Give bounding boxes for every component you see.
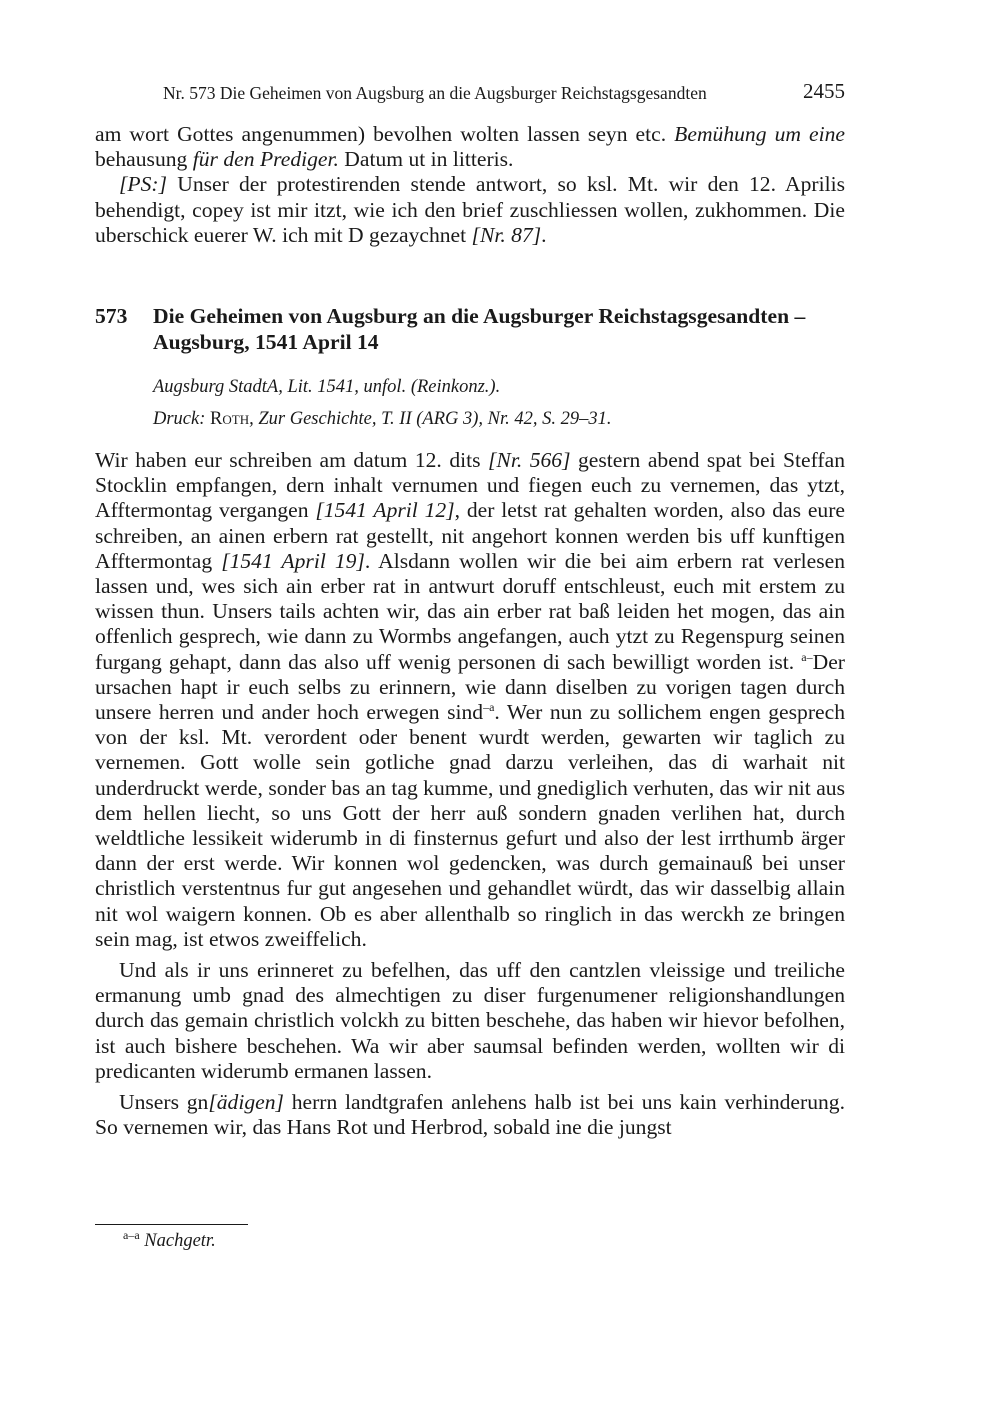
carryover-paragraph: am wort Gottes angenummen) bevolhen wolten lassen seyn etc. Bemühung um eine behausung für den Prediger. Datum ut in litteris. <box>95 122 845 172</box>
footnote-text: Nachgetr. <box>144 1231 216 1251</box>
carryover-text <box>95 122 845 248</box>
footnote-mark: a–a <box>123 1227 140 1242</box>
body-paragraph-1: Wir haben eur schreiben am datum 12. dits [Nr. 566] gestern abend spat bei Steffan Stocklin empfangen, dern inhalt vernumen und fiegen euch zu vernemen, das ytzt, Afftermontag vergangen [1541 April 12], der letst rat gehalten worden, also das eure schreiben, an ainen erbern rat gestellt, nit angehort konnen werden bis uff kunftigen Afftermontag [1541 April 19]. Alsdann wollen wir die bei aim erbern rat verlesen lassen und, wes sich ain erber rat in antwurt doruff entschleust, euch mit erstem zu wissen thun. Unsers tails achten wir, das ain erber rat baß leiden het mogen, das ain offenlich gesprech, wie dann zu Wormbs angefangen, auch ytzt zu Regenspurg seinen furgang gehapt, dann das also uff wenig personen di sach bewilligt worden ist. $^{a-}$Der ursachen hapt ir euch selbs zu erinnern, wie dann diselben zu vorigen tagen durch unsere herren und ander hoch erwegen sind$^{-a}$. Wer nun zu sollichem engen gesprech von der ksl. Mt. verordent oder benent wurdt werden, gewarten wir taglich zu vernemen. Gott wolle sein gotliche gnad darzu verleihen, das di warhait nit underdruckt werde, sonder bas an tag kumme, und gnediglich verhuten, das wir nit aus dem hellen liecht, so uns Gott der herr auß sondern gnaden verlihen hat, durch weldtliche lessikeit widerumb in di finsternus gefurt und also der lest irrthumb ärger dann der erst werde. Wir konnen wol gedencken, was durch gemainauß bei unser christlich verstentnus fur gut angesehen und gehandlet würdt, das wir dasselbig allain nit wol waigern konnen. Ob es aber allenthalb so ringlich in das werckh ze bringen sein mag, ist etwos zweiffelich. <box>95 448 846 951</box>
page-number: 2455 <box>803 79 845 103</box>
document-title: Die Geheimen von Augsburg an die Augsburger Reichstagsgesandten – Augsburg, 1541 April 14 <box>153 304 806 354</box>
print-source: Druck: Roth, Zur Geschichte, T. II (ARG 3), Nr. 42, S. 29–31. <box>153 409 612 429</box>
body-paragraph-2: Und als ir uns erinneret zu befelhen, das uff den cantzlen vleissige und treiliche ermanung umb gnad des almechtigen zu diser furgenumener religionshandlungen durch das gemain christlich volckh zu bitten beschehe, das haben wir hievor befolhen, ist auch bishere beschehen. Wa wir aber saumsal befinden werden, wollten wir di predicanten widerumb ermanen lassen. <box>95 958 845 1083</box>
main-text <box>95 448 845 1140</box>
archive-source: Augsburg StadtA, Lit. 1541, unfol. (Reinkonz.). <box>153 377 501 397</box>
footnote <box>123 1229 216 1253</box>
running-head <box>163 80 845 106</box>
footnote-mark-open: a– <box>801 649 813 664</box>
footnote-divider <box>95 1224 248 1225</box>
footnote-mark-close: –a <box>483 699 495 714</box>
postscript-paragraph: [PS:] Unser der protestirenden stende antwort, so ksl. Mt. wir den 12. Aprilis behendigt, copey ist mir itzt, wie ich den brief zuschliessen wollen, zukhommen. Die uberschick euerer W. ich mit D gezaychnet [Nr. 87]. <box>95 172 845 247</box>
body-paragraph-3: Unsers gn[ädigen] herrn landtgrafen anlehens halb ist bei uns kain verhinderung. So vernemen wir, das Hans Rot und Herbrod, sobald ine die jungst <box>95 1090 845 1140</box>
document-number: 573 <box>95 304 128 328</box>
running-head-title: Nr. 573 Die Geheimen von Augsburg an die Augsburger Reichstagsgesandten <box>163 83 707 103</box>
source-references <box>153 371 845 435</box>
